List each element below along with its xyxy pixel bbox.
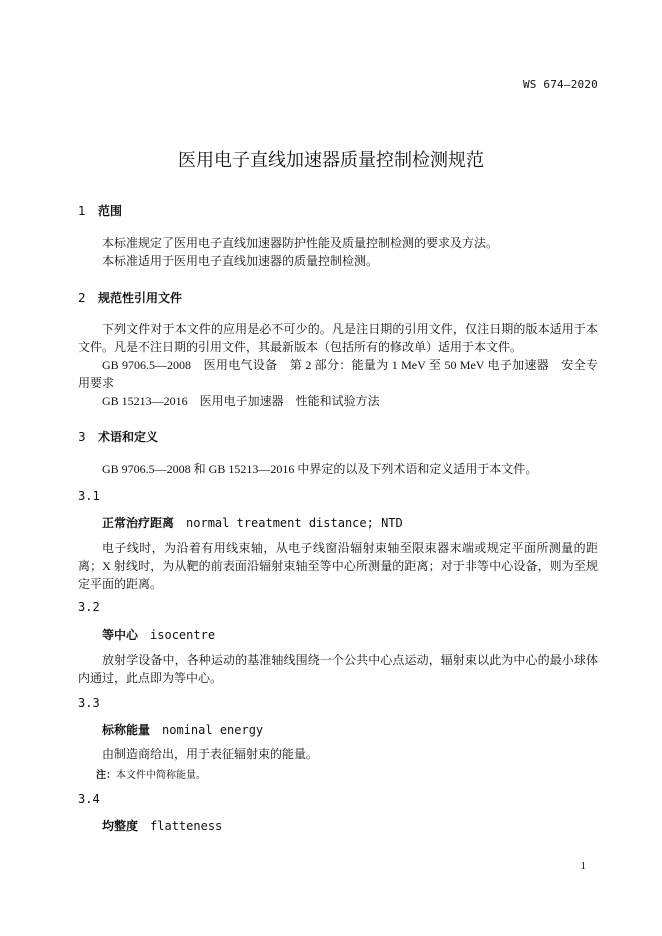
term-entry bbox=[102, 626, 215, 643]
term-definition: 由制造商给出，用于表征辐射束的能量。 bbox=[102, 747, 319, 761]
note-label: 注： bbox=[96, 770, 116, 781]
section-title: 规范性引用文件 bbox=[98, 291, 183, 305]
term-chinese: 均整度 bbox=[102, 819, 139, 833]
term-entry bbox=[102, 514, 403, 531]
paragraph: 本标准规定了医用电子直线加速器防护性能及质量控制检测的要求及方法。 bbox=[102, 236, 499, 250]
term-english: nominal energy bbox=[162, 723, 264, 737]
term-number: 3.1 bbox=[78, 489, 100, 503]
term-number: 3.3 bbox=[78, 696, 100, 710]
reference-item: GB 15213—2016 医用电子加速器 性能和试验方法 bbox=[102, 394, 380, 408]
section-title: 范围 bbox=[98, 204, 123, 218]
note-text: 本文件中简称能量。 bbox=[116, 770, 206, 781]
term-definition: 放射学设备中，各种运动的基准轴线围绕一个公共中心点运动，辐射束以此为中心的最小球体内通过，此点即为等中心。 bbox=[78, 653, 598, 685]
paragraph: GB 9706.5—2008 和 GB 15213—2016 中界定的以及下列术语和定义适用于本文件。 bbox=[102, 462, 538, 476]
term-entry bbox=[102, 817, 222, 834]
term-number: 3.2 bbox=[78, 600, 100, 614]
section-heading-3 bbox=[78, 428, 158, 445]
section-number: 3 bbox=[78, 430, 86, 444]
term-english: normal treatment distance; NTD bbox=[186, 516, 403, 530]
section-heading-1 bbox=[78, 202, 122, 219]
reference-item: GB 9706.5—2008 医用电气设备 第 2 部分：能量为 1 MeV 至 50 MeV 电子加速器 安全专用要求 bbox=[78, 358, 598, 390]
paragraph: 下列文件对于本文件的应用是必不可少的。凡是注日期的引用文件，仅注日期的版本适用于本文件。凡是不注日期的引用文件，其最新版本（包括所有的修改单）适用于本文件。 bbox=[78, 322, 598, 354]
section-number: 1 bbox=[78, 204, 86, 218]
section-title: 术语和定义 bbox=[98, 430, 159, 444]
term-entry bbox=[102, 721, 263, 738]
term-chinese: 标称能量 bbox=[102, 723, 151, 737]
term-chinese: 正常治疗距离 bbox=[102, 516, 175, 530]
term-definition: 电子线时，为沿着有用线束轴，从电子线窗沿辐射束轴至限束器末端或规定平面所测量的距离；X 射线时，为从靶的前表面沿辐射束轴至等中心所测量的距离；对于非等中心设备，则为至规定平面的距离。 bbox=[78, 541, 598, 591]
term-english: isocentre bbox=[150, 628, 216, 642]
document-title: 医用电子直线加速器质量控制检测规范 bbox=[178, 150, 484, 171]
term-chinese: 等中心 bbox=[102, 628, 139, 642]
section-heading-2 bbox=[78, 289, 182, 306]
section-number: 2 bbox=[78, 291, 86, 305]
term-number: 3.4 bbox=[78, 792, 100, 806]
document-id: WS 674—2020 bbox=[522, 78, 598, 91]
page-number: 1 bbox=[580, 860, 586, 872]
paragraph: 本标准适用于医用电子直线加速器的质量控制检测。 bbox=[102, 254, 379, 268]
term-english: flatteness bbox=[150, 819, 223, 833]
note bbox=[96, 766, 206, 781]
